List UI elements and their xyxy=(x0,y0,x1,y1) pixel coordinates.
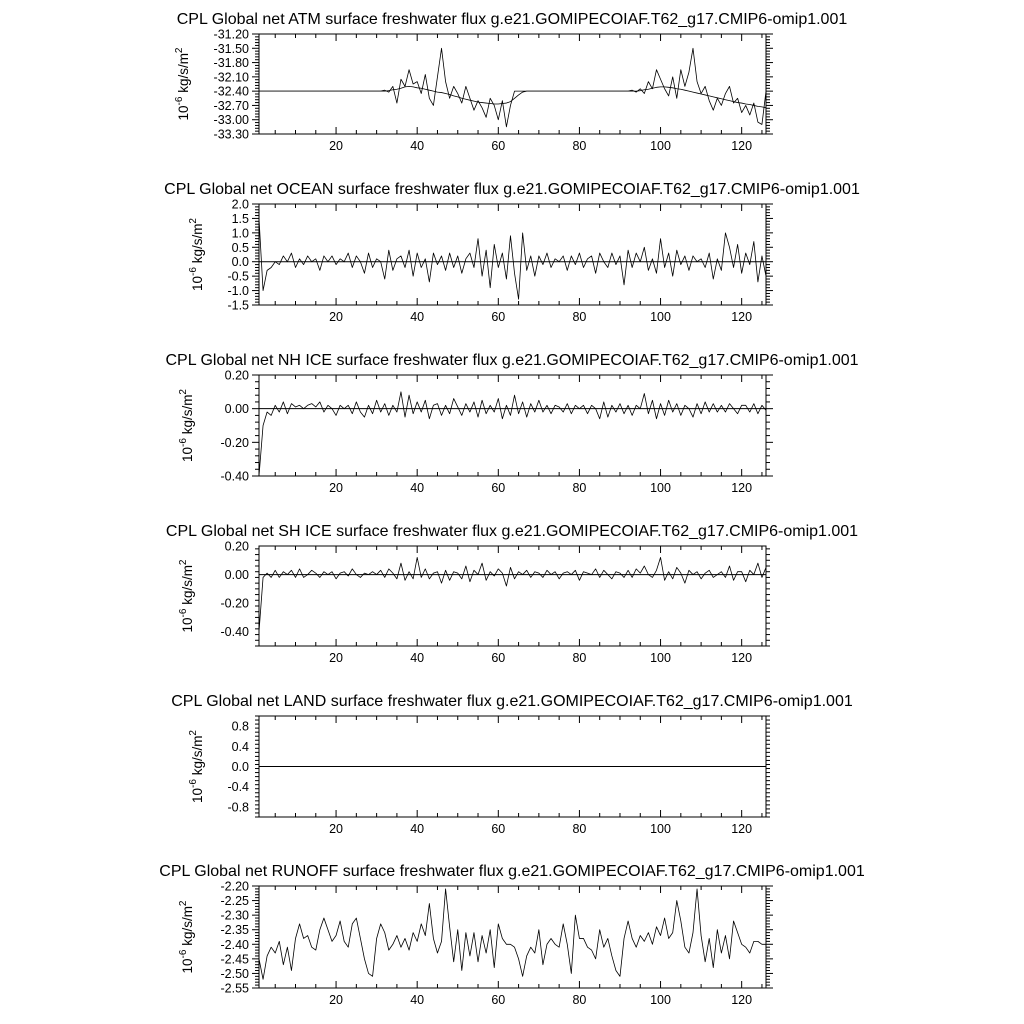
plot-frame xyxy=(259,34,766,134)
y-axis-label-ylabel: 10 xyxy=(180,958,195,974)
x-tick-label: 60 xyxy=(491,993,506,1007)
series-line-1 xyxy=(259,557,766,631)
x-tick-label: 100 xyxy=(650,139,671,153)
x-tick-label: 60 xyxy=(491,139,506,153)
y-axis-label xyxy=(188,218,205,291)
x-tick-label: 120 xyxy=(731,993,753,1007)
chart-title: CPL Global net ATM surface freshwater flux g.e21.GOMIPECOIAF.T62_g17.CMIP6-omip1.001 xyxy=(176,11,848,28)
chart-panel-6 xyxy=(159,863,865,1007)
y-tick-label: -2.50 xyxy=(220,966,249,981)
y-tick-label: -32.10 xyxy=(213,70,249,85)
y-tick-label: -2.55 xyxy=(220,981,249,996)
x-tick-label: 20 xyxy=(329,139,344,153)
series-line-1 xyxy=(259,889,766,979)
y-axis-label-ylabel: 10 xyxy=(180,446,195,463)
y-axis-label xyxy=(178,559,195,632)
y-tick-label: -32.40 xyxy=(213,84,249,99)
x-tick-label: 80 xyxy=(572,993,587,1007)
x-tick-label: 40 xyxy=(410,993,425,1007)
y-tick-label: -1.0 xyxy=(227,284,249,299)
y-tick-label: -0.5 xyxy=(227,269,249,284)
x-tick-label: 20 xyxy=(329,481,344,495)
y-axis-label xyxy=(188,730,205,803)
y-axis-label xyxy=(178,900,195,973)
y-axis-label-ylabel: 10 xyxy=(180,617,195,633)
y-axis-label-ylabel-unit-exp: 2 xyxy=(188,217,199,224)
chart-title: CPL Global net LAND surface freshwater flux g.e21.GOMIPECOIAF.T62_g17.CMIP6-omip1.001 xyxy=(171,693,853,710)
plot-frame xyxy=(259,375,766,476)
y-tick-label: -2.40 xyxy=(220,937,249,952)
y-axis-label xyxy=(174,47,191,120)
y-axis-label-ylabel-unit: kg/s/m xyxy=(180,906,195,950)
x-tick-label: 40 xyxy=(410,651,425,665)
y-axis-label-ylabel-unit-exp: 2 xyxy=(178,900,189,907)
y-tick-label: -31.50 xyxy=(213,41,249,56)
y-axis-label-ylabel: 10 xyxy=(176,105,191,121)
y-axis-label-ylabel: 10 xyxy=(190,275,205,292)
y-axis-label-ylabel: 10 xyxy=(190,787,205,804)
x-tick-label: 60 xyxy=(491,822,506,836)
y-tick-label: -0.8 xyxy=(227,800,249,815)
y-tick-label: -1.5 xyxy=(227,298,249,313)
y-axis-label-ylabel-exp: -6 xyxy=(174,96,185,106)
series-line-1 xyxy=(259,48,766,127)
y-tick-label: -33.00 xyxy=(213,113,249,128)
x-tick-label: 20 xyxy=(329,651,344,665)
y-tick-label: 0.8 xyxy=(231,719,249,734)
x-tick-label: 80 xyxy=(572,139,587,153)
x-tick-label: 120 xyxy=(731,822,753,836)
y-tick-label: -0.40 xyxy=(220,469,249,484)
y-axis-label-ylabel-unit-exp: 2 xyxy=(178,388,189,395)
y-tick-label: -2.30 xyxy=(220,908,249,923)
x-tick-label: 80 xyxy=(572,481,587,495)
y-axis-label xyxy=(178,389,195,462)
y-tick-label: 1.0 xyxy=(231,226,249,241)
y-tick-label: 0.20 xyxy=(224,539,249,554)
y-axis-label-ylabel-exp: -6 xyxy=(188,779,199,788)
chart-title: CPL Global net NH ICE surface freshwater flux g.e21.GOMIPECOIAF.T62_g17.CMIP6-omip1.001 xyxy=(165,352,859,369)
y-tick-label: 1.5 xyxy=(231,211,249,226)
x-tick-label: 20 xyxy=(329,822,344,836)
y-tick-label: 0.0 xyxy=(231,760,249,774)
x-tick-label: 120 xyxy=(731,310,753,324)
series-line-1 xyxy=(259,218,766,299)
y-tick-label: 0.20 xyxy=(224,368,249,383)
x-tick-label: 40 xyxy=(410,481,425,495)
y-tick-label: 0.4 xyxy=(231,739,249,754)
y-tick-label: -32.70 xyxy=(213,98,249,113)
x-tick-label: 80 xyxy=(572,310,587,324)
x-tick-label: 60 xyxy=(491,481,506,495)
y-tick-label: 0.00 xyxy=(224,568,249,583)
x-tick-label: 120 xyxy=(731,139,753,153)
y-axis-label-ylabel-unit: kg/s/m xyxy=(176,53,191,97)
chart-panel-1 xyxy=(174,11,847,153)
y-tick-label: 2.0 xyxy=(231,197,249,212)
x-tick-label: 100 xyxy=(650,993,671,1007)
x-tick-label: 40 xyxy=(410,822,425,836)
chart-panel-2 xyxy=(164,181,860,324)
x-tick-label: 40 xyxy=(410,310,425,324)
x-tick-label: 100 xyxy=(650,310,671,324)
x-tick-label: 120 xyxy=(731,651,753,665)
y-tick-label: 0.0 xyxy=(231,255,249,270)
y-axis-label-ylabel-exp: -6 xyxy=(178,949,189,959)
x-tick-label: 60 xyxy=(491,310,506,324)
chart-panel-3 xyxy=(165,352,858,495)
y-axis-label-ylabel-unit-exp: 2 xyxy=(178,559,189,566)
y-tick-label: -0.4 xyxy=(227,780,249,795)
chart-title: CPL Global net SH ICE surface freshwater flux g.e21.GOMIPECOIAF.T62_g17.CMIP6-omip1.001 xyxy=(165,523,859,540)
x-tick-label: 40 xyxy=(410,139,425,153)
y-tick-label: -2.25 xyxy=(220,894,249,909)
x-tick-label: 80 xyxy=(572,651,587,665)
x-tick-label: 60 xyxy=(491,651,506,665)
chart-panel-4 xyxy=(166,523,858,665)
y-tick-label: -0.20 xyxy=(220,435,249,450)
y-tick-label: -33.30 xyxy=(213,127,249,142)
plot-frame xyxy=(259,546,766,646)
x-tick-label: 120 xyxy=(731,481,753,495)
y-axis-label-ylabel-exp: -6 xyxy=(178,608,189,618)
y-axis-label-ylabel-unit-exp: 2 xyxy=(188,729,199,736)
x-tick-label: 20 xyxy=(329,310,344,324)
chart-panel-5 xyxy=(171,693,853,836)
y-tick-label: 0.00 xyxy=(224,402,249,417)
y-tick-label: -31.80 xyxy=(213,56,249,71)
y-axis-label-ylabel-exp: -6 xyxy=(188,267,199,276)
y-tick-label: 0.5 xyxy=(231,240,249,255)
y-axis-label-ylabel-unit-exp: 2 xyxy=(174,47,185,54)
chart-title: CPL Global net OCEAN surface freshwater flux g.e21.GOMIPECOIAF.T62_g17.CMIP6-omip1.001 xyxy=(164,181,860,198)
y-tick-label: -0.40 xyxy=(220,625,249,640)
y-axis-label-ylabel-exp: -6 xyxy=(178,438,189,447)
chart-title: CPL Global net RUNOFF surface freshwater flux g.e21.GOMIPECOIAF.T62_g17.CMIP6-omip1.001 xyxy=(159,863,865,880)
series-line-1 xyxy=(259,392,766,476)
y-tick-label: -2.35 xyxy=(220,923,249,938)
y-tick-label: -2.45 xyxy=(220,952,249,967)
y-tick-label: -0.20 xyxy=(220,596,249,611)
x-tick-label: 100 xyxy=(650,651,671,665)
x-tick-label: 100 xyxy=(650,822,671,836)
y-axis-label-ylabel-unit: kg/s/m xyxy=(190,223,205,268)
y-axis-label-ylabel-unit: kg/s/m xyxy=(190,735,205,780)
x-tick-label: 20 xyxy=(329,993,344,1007)
y-axis-label-ylabel-unit: kg/s/m xyxy=(180,394,195,439)
y-axis-label-ylabel-unit: kg/s/m xyxy=(180,565,195,609)
x-tick-label: 100 xyxy=(650,481,671,495)
y-tick-label: -2.20 xyxy=(220,879,249,894)
x-tick-label: 80 xyxy=(572,822,587,836)
y-tick-label: -31.20 xyxy=(213,27,249,42)
